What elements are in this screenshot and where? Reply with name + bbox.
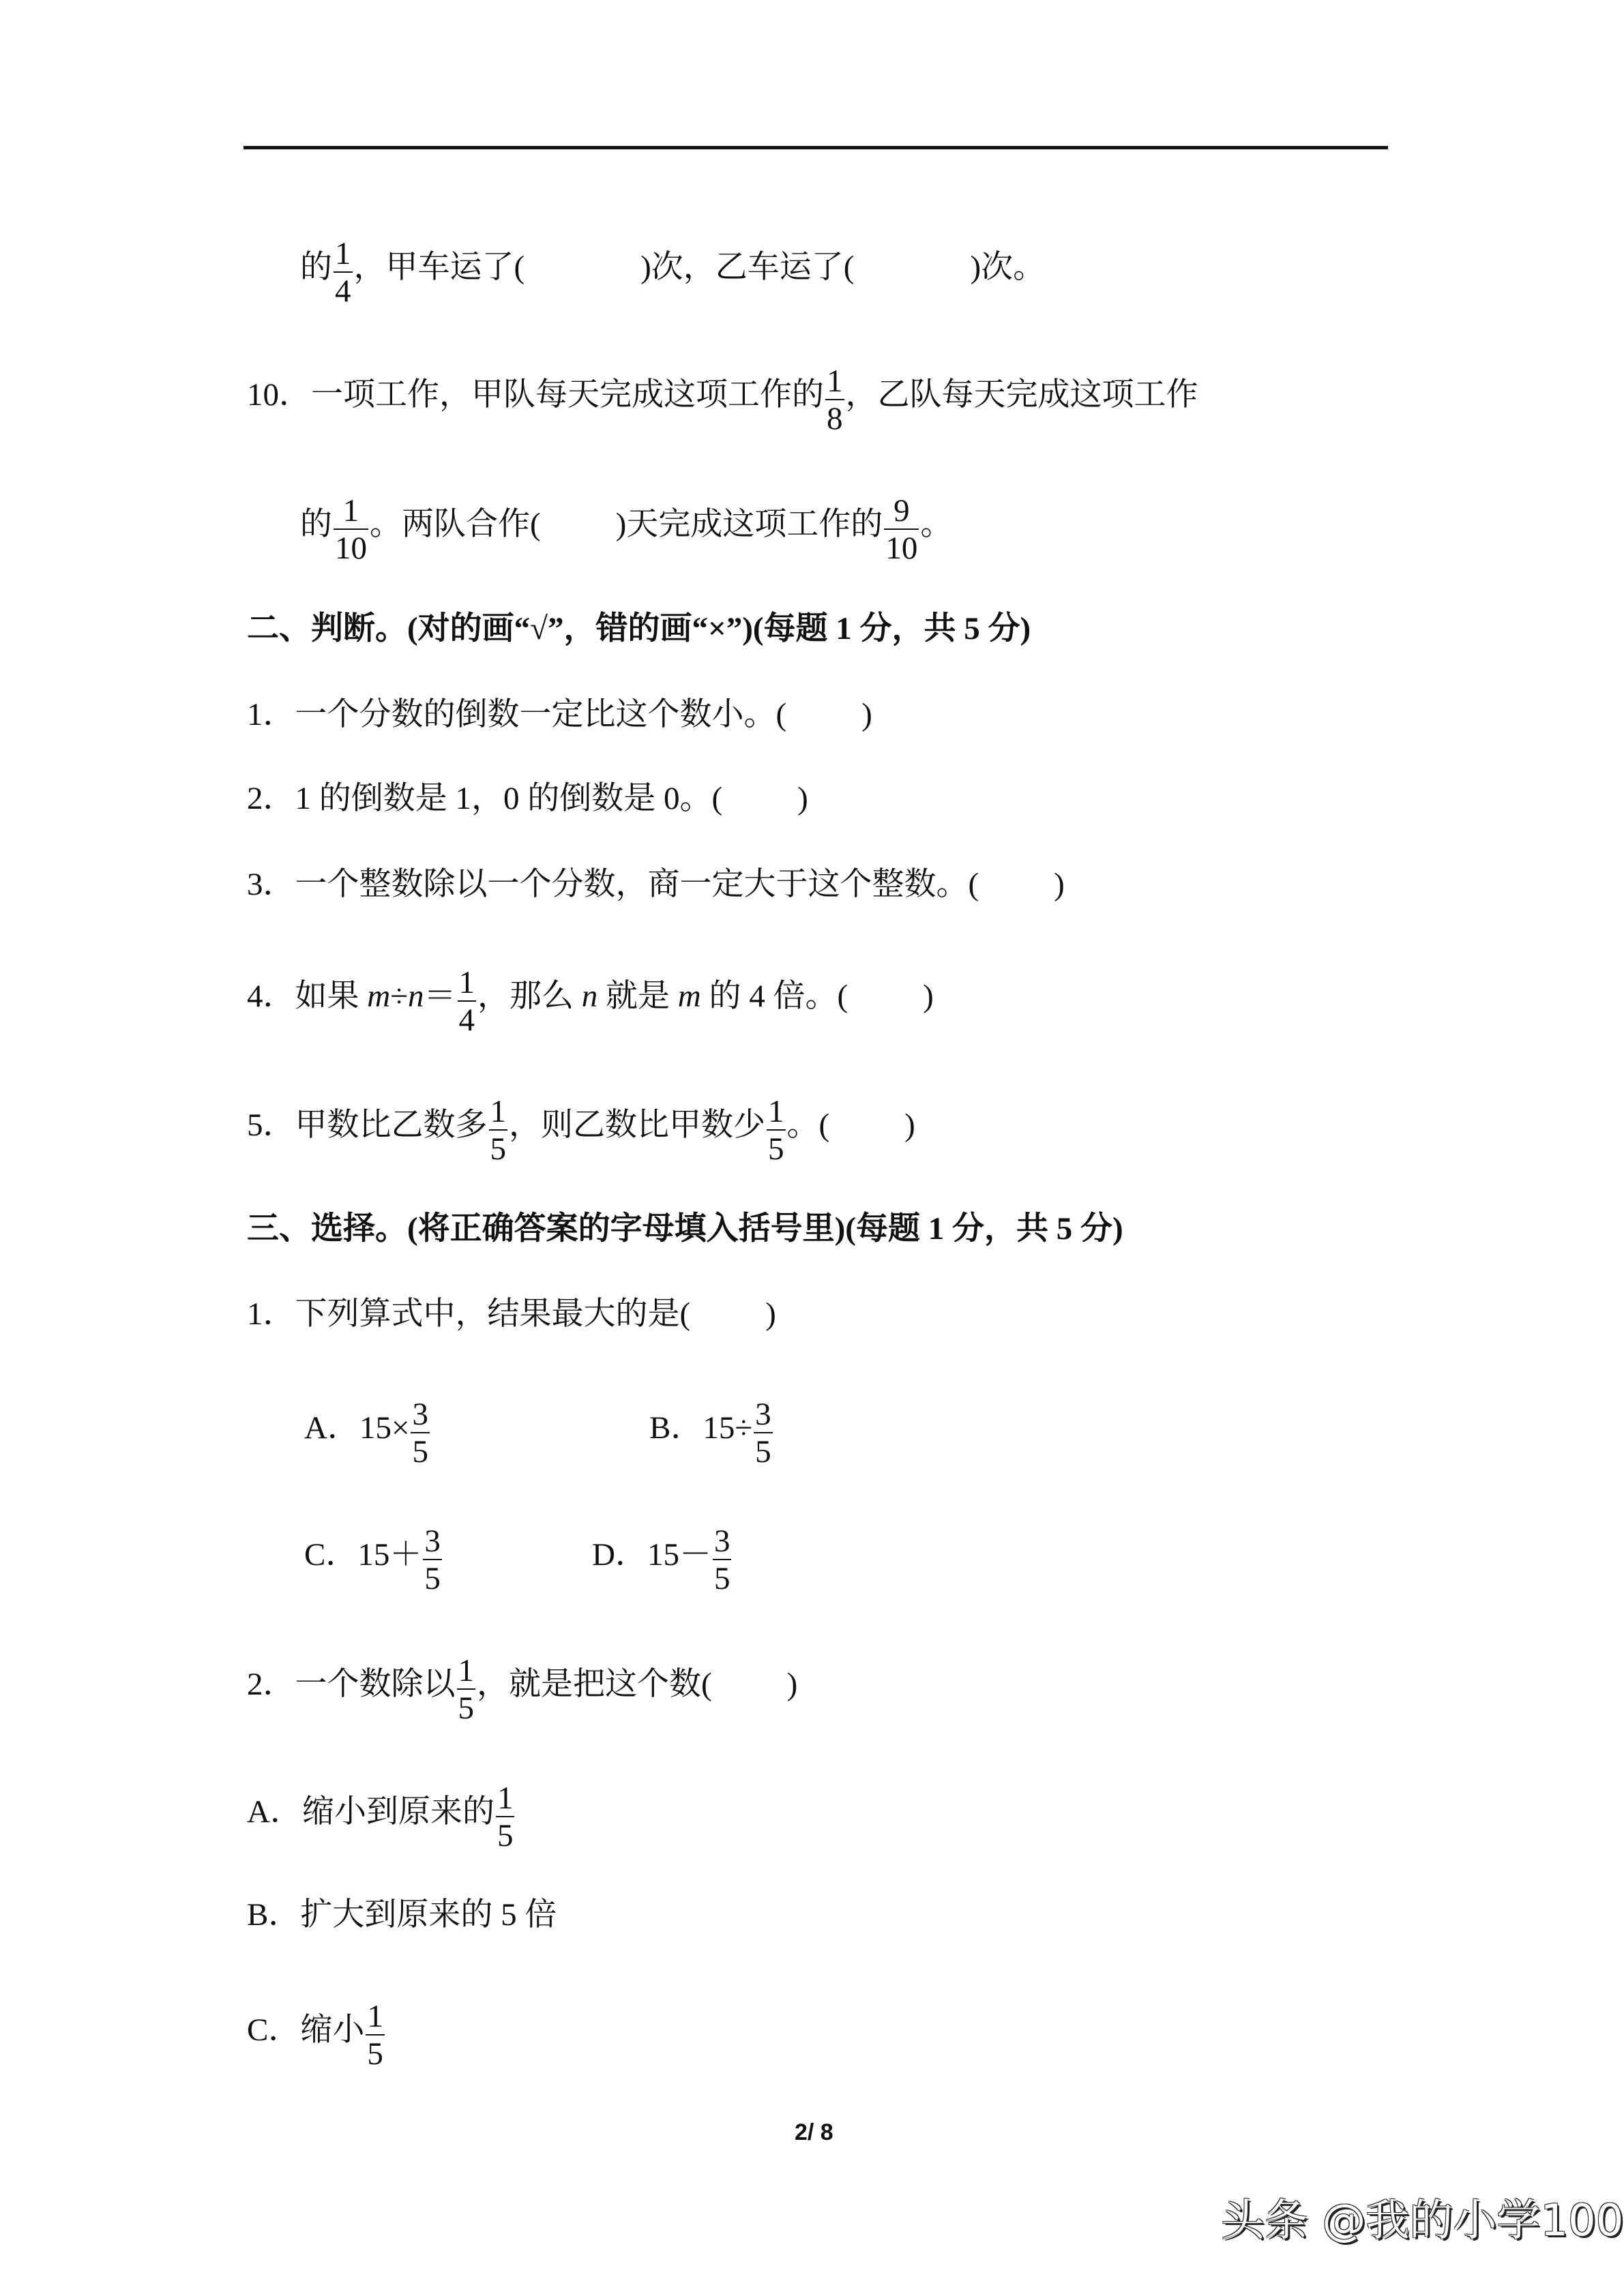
fraction: $\frac{3}{5}$ [713, 1523, 730, 1596]
q10-line1: 10．一项工作，甲队每天完成这项工作的 $\frac{1}{8}$ ，乙队每天完成这项工作 [247, 363, 1198, 436]
fraction: $\frac{1}{5}$ [497, 1780, 514, 1853]
text: )次。 [970, 249, 1046, 285]
judge-item-1: 1．一个分数的倒数一定比这个数小。( ) [247, 697, 872, 732]
judge-item-5: 5．甲数比乙数多 $\frac{1}{5}$ ，则乙数比甲数少 $\frac{1}{5}$ 。( ) [247, 1094, 915, 1167]
fraction: $\frac{3}{5}$ [412, 1397, 428, 1470]
text: 的 [300, 249, 332, 285]
choice-q1-option-c[interactable]: C．15＋ $\frac{3}{5}$ [304, 1523, 441, 1596]
fraction: $\frac{1}{5}$ [367, 1999, 383, 2072]
fraction: $\frac{1}{5}$ [458, 1653, 474, 1726]
fraction: $\frac{3}{5}$ [755, 1397, 771, 1470]
choice-q2: 2．一个数除以 $\frac{1}{5}$ ，就是把这个数( ) [247, 1653, 798, 1726]
choice-q2-option-c[interactable]: C．缩小 $\frac{1}{5}$ [247, 1999, 383, 2072]
header-rule [243, 146, 1388, 149]
text: ，甲车运了( [353, 249, 525, 285]
fraction: $\frac{1}{10}$ [335, 493, 367, 566]
judge-item-3: 3．一个整数除以一个分数，商一定大于这个整数。( ) [247, 867, 1065, 902]
fraction: $\frac{1}{5}$ [768, 1094, 784, 1167]
section3-title: 三、选择。(将正确答案的字母填入括号里)(每题 1 分，共 5 分) [247, 1211, 1123, 1247]
fraction: $\frac{9}{10}$ [885, 493, 918, 566]
fraction: $\frac{1}{8}$ [827, 363, 843, 436]
watermark: 头条 @我的小学100 [1221, 2196, 1624, 2246]
fraction: $\frac{1}{4}$ [458, 965, 475, 1038]
fraction: $\frac{1}{5}$ [490, 1094, 506, 1167]
section2-title: 二、判断。(对的画“√”，错的画“×”)(每题 1 分，共 5 分) [247, 611, 1031, 646]
choice-q1: 1．下列算式中，结果最大的是( ) [247, 1296, 776, 1332]
choice-q2-option-b[interactable]: B．扩大到原来的 5 倍 [247, 1897, 557, 1933]
choice-q1-option-d[interactable]: D．15－ $\frac{3}{5}$ [592, 1523, 730, 1596]
q10-line2: 的 $\frac{1}{10}$ 。两队合作( )天完成这项工作的 $\frac{9}{10}$ 。 [300, 493, 953, 566]
judge-item-4: 4．如果 m÷n＝ $\frac{1}{4}$ ，那么 n 就是 m 的 4 倍。( ) [247, 965, 934, 1038]
fraction: $\frac{3}{5}$ [424, 1523, 441, 1596]
q9-continuation [300, 235, 1046, 309]
judge-item-2: 2．1 的倒数是 1，0 的倒数是 0。( ) [247, 781, 808, 816]
page-number: 2/ 8 [795, 2119, 833, 2145]
choice-q1-option-a[interactable]: A．15× $\frac{3}{5}$ [304, 1397, 428, 1470]
fraction: $\frac{1}{4}$ [335, 236, 351, 309]
text: )次，乙车运了( [640, 249, 855, 285]
choice-q2-option-a[interactable]: A．缩小到原来的 $\frac{1}{5}$ [247, 1780, 514, 1853]
choice-q1-option-b[interactable]: B．15÷ $\frac{3}{5}$ [649, 1397, 771, 1470]
